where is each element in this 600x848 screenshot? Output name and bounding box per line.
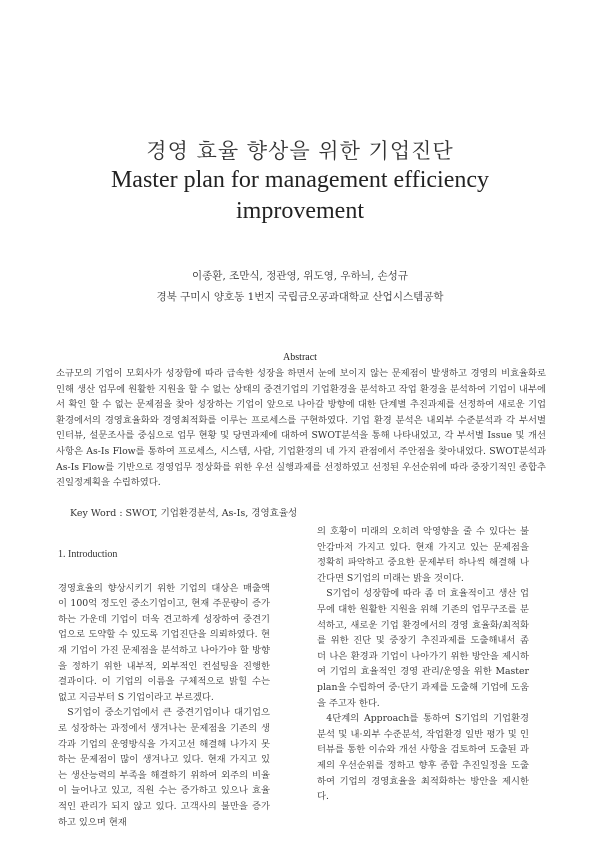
section-heading-introduction: 1. Introduction xyxy=(58,549,118,560)
paper-title-english: Master plan for management efficiency improvement xyxy=(110,167,490,224)
intro-paragraph: 4단계의 Approach를 통하여 S기업의 기업환경 분석 및 내·외부 수준분석, 작업환경 일반 평가 및 인터뷰를 통한 이슈와 개선 사항을 검토하여 도출된 과제의 우선순위를 정하고 향후 종합 추진일정을 도출하여 기업의 경영효율을 최적화하는 방안을 제시한다. xyxy=(317,713,529,803)
intro-paragraph: S기업이 성장함에 따라 좀 더 효율적이고 생산 업무에 대한 원활한 지원을 위해 기존의 업무구조를 분석하고, 새로운 기업 환경에서의 경영 효율화/최적화를 위한 진단 및 중장기 추진과제를 도출해내서 좀 더 나은 환경과 기업이 나아가기 위한 방안을 제시하여 기업의 효율적인 경영 관리/운영을 위한 Master plan을 수립하여 중·단기 과제를 도출해 기업에 도움을 주고자 한다. xyxy=(317,588,529,709)
abstract-heading: Abstract xyxy=(283,352,317,363)
right-column xyxy=(317,524,529,805)
intro-paragraph: 경영효율의 향상시키기 위한 기업의 대상은 매출액이 100억 정도인 중소기업이고, 현재 주문량이 증가하는 가운데 기업이 더욱 견고하게 성장하여 중견기업으로 도약할 수 있도록 기업진단을 의뢰하였다. 현재 기업이 가진 문제점을 분석하고 나아가야 할 방향을 정하기 위한 내부적, 외부적인 컨설팅을 진행한 결과이다. 이 기업의 이름을 구체적으로 밝힐 수는 없고 지금부터 S 기업이라고 부르겠다. xyxy=(58,582,270,703)
intro-paragraph: 의 호황이 미래의 오히려 악영향을 줄 수 있다는 불안감마저 가지고 있다. 현재 가지고 있는 문제점을 정확히 파악하고 중요한 문제부터 하나씩 해결해 나간다면 S기업의 미래는 밝을 것이다. xyxy=(317,526,529,584)
paper-title-korean: 경영 효율 향상을 위한 기업진단 xyxy=(146,139,454,163)
abstract-body: 소규모의 기업이 모회사가 성장함에 따라 급속한 성장을 하면서 눈에 보이지 않는 문제점이 발생하고 경영의 비효율화로 인해 생산 업무에 원활한 지원을 할 수 없는 상태의 중견기업의 기업환경을 분석하고 작업 환경을 분석하여 기업이 내부에서 확인 할 수 없는 문제점을 찾아 성장하는 기업이 앞으로 나아갈 방향에 대한 단계별 추진과제를 선정하여 새로운 기업환경에서의 경영효율화와 경영최적화를 이루는 프로세스를 구현하였다. 기업 환경 분석은 내외부 수준분석과 각 부서별 인터뷰, 설문조사를 중심으로 업무 현황 및 당면과제에 대하여 SWOT분석을 통해 나타내었고, 각 부서별 Issue 및 개선 사항은 As-Is Flow를 통하여 프로세스, 시스템, 사람, 기업환경의 네 가지 관점에서 주안점을 찾아내었다. SWOT분석과 As-Is Flow를 기반으로 경영업무 정상화를 위한 우선 실행과제를 선정하였고 선정된 우선순위에 따라 중장기적인 종합추진일정계획을 수립하였다. xyxy=(56,368,546,489)
left-column xyxy=(58,547,270,830)
author-affiliation: 경북 구미시 양호동 1번지 국립금오공과대학교 산업시스템공학 xyxy=(156,291,444,303)
keywords: Key Word : SWOT, 기업환경분석, As-Is, 경영효율성 xyxy=(70,508,298,519)
author-list: 이종환, 조만식, 정관영, 위도영, 우하늬, 손성규 xyxy=(192,270,408,282)
intro-paragraph: S기업이 중소기업에서 큰 중견기업이나 대기업으로 성장하는 과정에서 생겨나는 문제점을 기존의 생각과 기업의 운영방식을 가지고선 해결해 나가지 못하는 문제점이 많이 생겨나고 있다. 현재 가지고 있는 생산능력의 부족을 해결하기 위하여 외주의 비율이 늘어나고 있고, 직원 수는 증가하고 있으나 효율적인 관리가 되지 않고 있다. 고객사의 불만을 증가하고 있으며 현재 xyxy=(58,707,270,828)
